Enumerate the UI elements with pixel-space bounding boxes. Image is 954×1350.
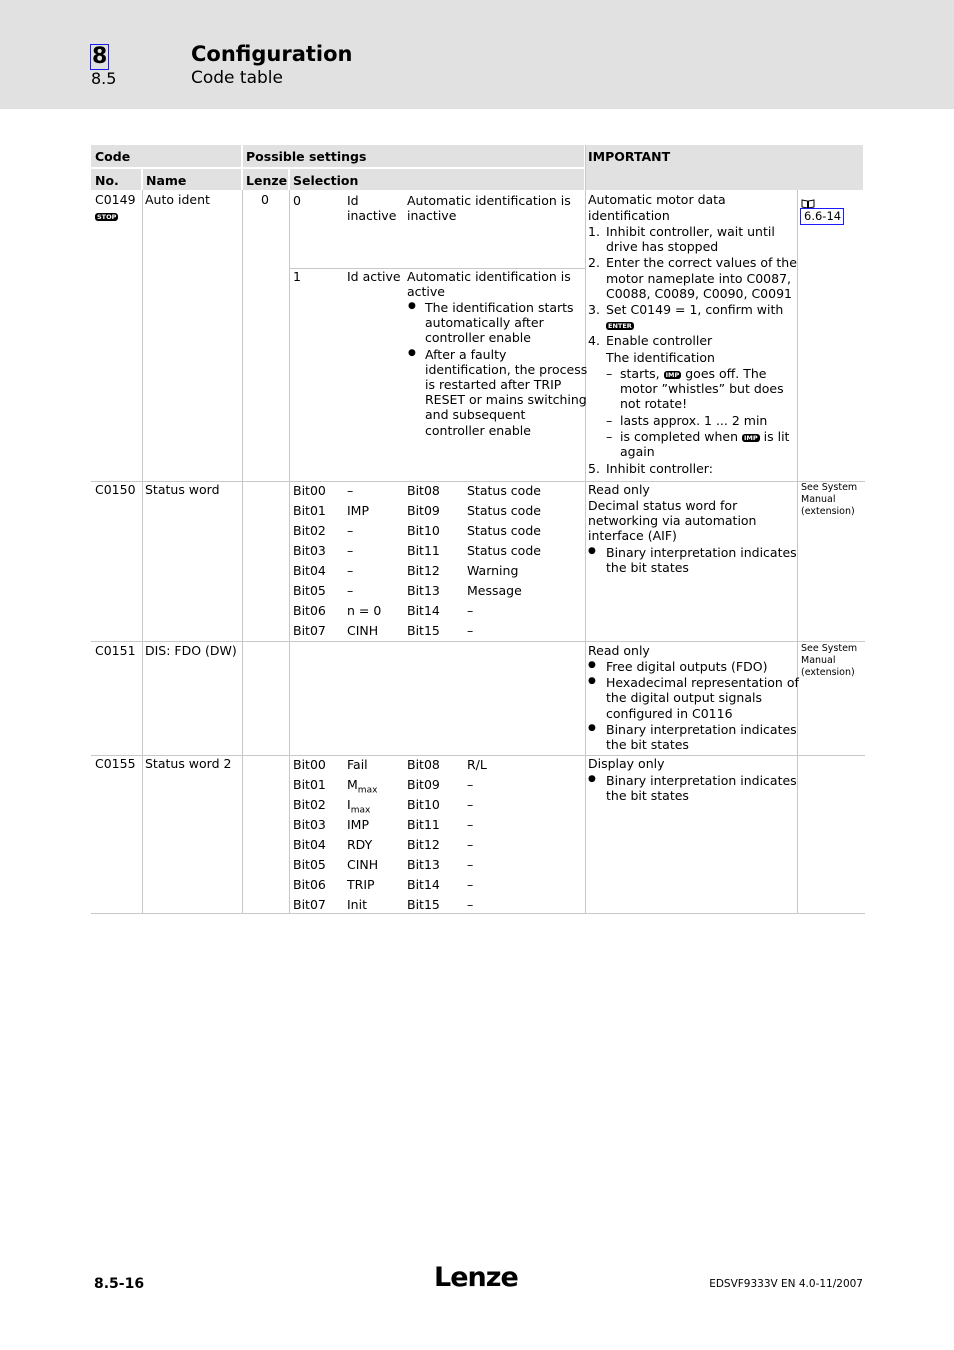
bullet-text: The identification starts	[425, 300, 574, 315]
step-text: Set C0149 = 1, confirm with	[606, 302, 784, 317]
bullet-text: Binary interpretation indicates	[606, 545, 797, 560]
code-name: Status word 2	[145, 756, 232, 771]
header-no: No.	[95, 173, 119, 188]
bit-meaning: RDY	[347, 837, 373, 852]
bit-meaning: –	[347, 563, 354, 578]
important-text: identification	[588, 208, 670, 223]
option-desc: Automatic identification is	[407, 193, 571, 208]
chapter-title: Configuration	[191, 42, 353, 66]
col-divider	[242, 190, 243, 914]
bullet-text: the bit states	[606, 560, 689, 575]
bullet-text: the bit states	[606, 737, 689, 752]
bit-label: Bit07	[293, 623, 326, 638]
code-number: C0151	[95, 643, 136, 658]
code-number: C0150	[95, 482, 136, 497]
bit-label: Bit06	[293, 877, 326, 892]
bit-label: Bit03	[293, 817, 326, 832]
bit-meaning: –	[467, 623, 474, 638]
col-divider	[585, 145, 586, 914]
bit-label: Bit00	[293, 483, 326, 498]
bit-meaning: –	[467, 897, 474, 912]
bit-label: Bit01	[293, 503, 326, 518]
bit-label: Bit08	[407, 483, 440, 498]
bit-label: Bit02	[293, 797, 326, 812]
enter-key-icon: ENTER	[608, 321, 632, 330]
bit-meaning: Fail	[347, 757, 368, 772]
bit-meaning: R/L	[467, 757, 487, 772]
dash-text: not rotate!	[620, 396, 688, 411]
bit-meaning: –	[347, 483, 354, 498]
important-text: Read only	[588, 482, 650, 497]
bit-label: Bit05	[293, 583, 326, 598]
option-desc: active	[407, 284, 445, 299]
bit-label: Bit14	[407, 603, 440, 618]
step-number: 5.	[588, 461, 600, 476]
chapter-number-link[interactable]: 8	[92, 44, 108, 69]
code-name: DIS: FDO (DW)	[145, 643, 237, 658]
imp-led-icon: IMP	[744, 433, 758, 442]
bit-meaning: TRIP	[347, 877, 375, 892]
code-number: C0149	[95, 192, 136, 207]
bit-label: Bit09	[407, 777, 440, 792]
bit-meaning: –	[467, 817, 474, 832]
lenze-logo: Lenze	[434, 1262, 518, 1293]
dash-text: motor ”whistles” but does	[620, 381, 784, 396]
bullet-text: the bit states	[606, 788, 689, 803]
reference-text: See System	[801, 482, 858, 493]
bit-label: Bit13	[407, 857, 440, 872]
bullet-text: Binary interpretation indicates	[606, 773, 797, 788]
bit-label: Bit05	[293, 857, 326, 872]
bit-label: Bit13	[407, 583, 440, 598]
dash-text: is completed when IMP is lit	[620, 429, 790, 444]
imp-led-icon: IMP	[665, 370, 680, 379]
bullet-text: controller enable	[425, 330, 531, 345]
page-number: 8.5-16	[94, 1276, 145, 1292]
important-text: Decimal status word for	[588, 498, 738, 513]
bullet-text: RESET or mains switching	[425, 392, 587, 407]
option-desc: Automatic identification is	[407, 269, 571, 284]
bullet-text: Binary interpretation indicates	[606, 722, 797, 737]
step-number: 3.	[588, 302, 600, 317]
bullet-icon: ●	[588, 723, 596, 733]
bullet-text: configured in C0116	[606, 706, 733, 721]
dash-text: lasts approx. 1 ... 2 min	[620, 413, 768, 428]
code-name: Auto ident	[145, 192, 210, 207]
bullet-icon: ●	[588, 676, 596, 686]
col-divider	[797, 190, 798, 914]
step-text: Enable controller	[606, 333, 713, 348]
option-label: Id active	[347, 269, 401, 284]
important-text: interface (AIF)	[588, 528, 677, 543]
reference-text: Manual	[801, 494, 836, 505]
bit-meaning: –	[467, 797, 474, 812]
bit-label: Bit04	[293, 837, 326, 852]
important-text: Automatic motor data	[588, 192, 726, 207]
bullet-text: identification, the process	[425, 362, 588, 377]
option-desc: inactive	[407, 208, 457, 223]
bullet-icon: ●	[408, 348, 416, 358]
step-text: The identification	[606, 350, 715, 365]
bit-label: Bit15	[407, 623, 440, 638]
header-name: Name	[146, 173, 187, 188]
bullet-text: the digital output signals	[606, 690, 762, 705]
dash-icon: –	[606, 366, 613, 381]
step-text: Inhibit controller, wait until	[606, 224, 775, 239]
row-divider	[91, 913, 865, 914]
bullet-text: controller enable	[425, 423, 531, 438]
bit-meaning: Status code	[467, 523, 541, 538]
dash-icon: –	[606, 413, 613, 428]
bit-meaning: Message	[467, 583, 522, 598]
step-number: 4.	[588, 333, 600, 348]
bit-meaning: $I_{max}$	[347, 797, 371, 816]
code-number: C0155	[95, 756, 136, 771]
reference-text: (extension)	[801, 506, 855, 517]
bit-meaning: –	[347, 583, 354, 598]
bit-meaning: –	[347, 543, 354, 558]
bit-label: Bit07	[293, 897, 326, 912]
reference-text: Manual	[801, 655, 836, 666]
bit-label: Bit11	[407, 817, 440, 832]
bit-meaning: –	[467, 603, 474, 618]
bit-label: Bit09	[407, 503, 440, 518]
dash-text: again	[620, 444, 655, 459]
reference-text: See System	[801, 643, 858, 654]
header-possible-settings: Possible settings	[246, 149, 367, 164]
header-code: Code	[95, 149, 131, 164]
bit-meaning: CINH	[347, 623, 379, 638]
lenze-default: 0	[261, 192, 269, 207]
section-number: 8.5	[91, 69, 117, 88]
bit-label: Bit10	[407, 797, 440, 812]
bit-meaning: –	[467, 837, 474, 852]
bit-meaning: Status code	[467, 543, 541, 558]
dash-text: starts, IMP goes off. The	[620, 366, 767, 381]
bullet-icon: ●	[588, 774, 596, 784]
bit-label: Bit01	[293, 777, 326, 792]
important-text: Display only	[588, 756, 665, 771]
step-text: C0088, C0089, C0090, C0091	[606, 286, 792, 301]
bit-label: Bit08	[407, 757, 440, 772]
bit-label: Bit10	[407, 523, 440, 538]
stop-icon: STOP	[97, 212, 117, 221]
bit-label: Bit02	[293, 523, 326, 538]
document-id: EDSVF9333V EN 4.0-11/2007	[709, 1278, 863, 1290]
bullet-text: Hexadecimal representation of	[606, 675, 799, 690]
col-divider	[142, 190, 143, 914]
row-divider	[91, 641, 865, 642]
bullet-icon: ●	[588, 660, 596, 670]
step-text: Enter the correct values of the	[606, 255, 797, 270]
bit-meaning: CINH	[347, 857, 379, 872]
section-title: Code table	[191, 68, 283, 88]
step-number: 1.	[588, 224, 600, 239]
bit-meaning: Init	[347, 897, 367, 912]
bit-meaning: –	[467, 877, 474, 892]
reference-link[interactable]: 6.6-14	[800, 208, 844, 225]
step-text: drive has stopped	[606, 239, 719, 254]
bit-meaning: Warning	[467, 563, 519, 578]
important-text: networking via automation	[588, 513, 757, 528]
bullet-text: is restarted after TRIP	[425, 377, 562, 392]
bit-meaning: –	[467, 777, 474, 792]
bit-label: Bit06	[293, 603, 326, 618]
bit-label: Bit14	[407, 877, 440, 892]
option-label: inactive	[347, 208, 397, 223]
bit-label: Bit04	[293, 563, 326, 578]
bit-label: Bit03	[293, 543, 326, 558]
step-text: motor nameplate into C0087,	[606, 271, 791, 286]
option-value: 1	[293, 269, 301, 284]
bit-meaning: $M_{max}$	[347, 777, 378, 796]
bit-label: Bit00	[293, 757, 326, 772]
bullet-text: and subsequent	[425, 407, 526, 422]
bullet-text: automatically after	[425, 315, 544, 330]
option-label: Id	[347, 193, 359, 208]
important-text: Read only	[588, 643, 650, 658]
bit-meaning: IMP	[347, 817, 370, 832]
bit-label: Bit11	[407, 543, 440, 558]
page-header	[0, 0, 954, 109]
dash-icon: –	[606, 429, 613, 444]
bit-meaning: –	[347, 523, 354, 538]
option-value: 0	[293, 193, 301, 208]
bit-meaning: IMP	[347, 503, 370, 518]
bit-meaning: n = 0	[347, 603, 382, 618]
bullet-text: After a faulty	[425, 347, 507, 362]
header-lenze: Lenze	[246, 173, 288, 188]
bullet-text: Free digital outputs (FDO)	[606, 659, 768, 674]
header-selection: Selection	[293, 173, 359, 188]
bullet-icon: ●	[408, 301, 416, 311]
bit-label: Bit12	[407, 837, 440, 852]
bit-meaning: Status code	[467, 483, 541, 498]
step-text: Inhibit controller:	[606, 461, 713, 476]
bit-meaning: Status code	[467, 503, 541, 518]
bit-label: Bit12	[407, 563, 440, 578]
header-important: IMPORTANT	[588, 149, 671, 164]
bullet-icon: ●	[588, 546, 596, 556]
reference-text: (extension)	[801, 667, 855, 678]
bit-meaning: –	[467, 857, 474, 872]
col-divider	[289, 190, 290, 914]
bit-label: Bit15	[407, 897, 440, 912]
code-name: Status word	[145, 482, 220, 497]
step-number: 2.	[588, 255, 600, 270]
